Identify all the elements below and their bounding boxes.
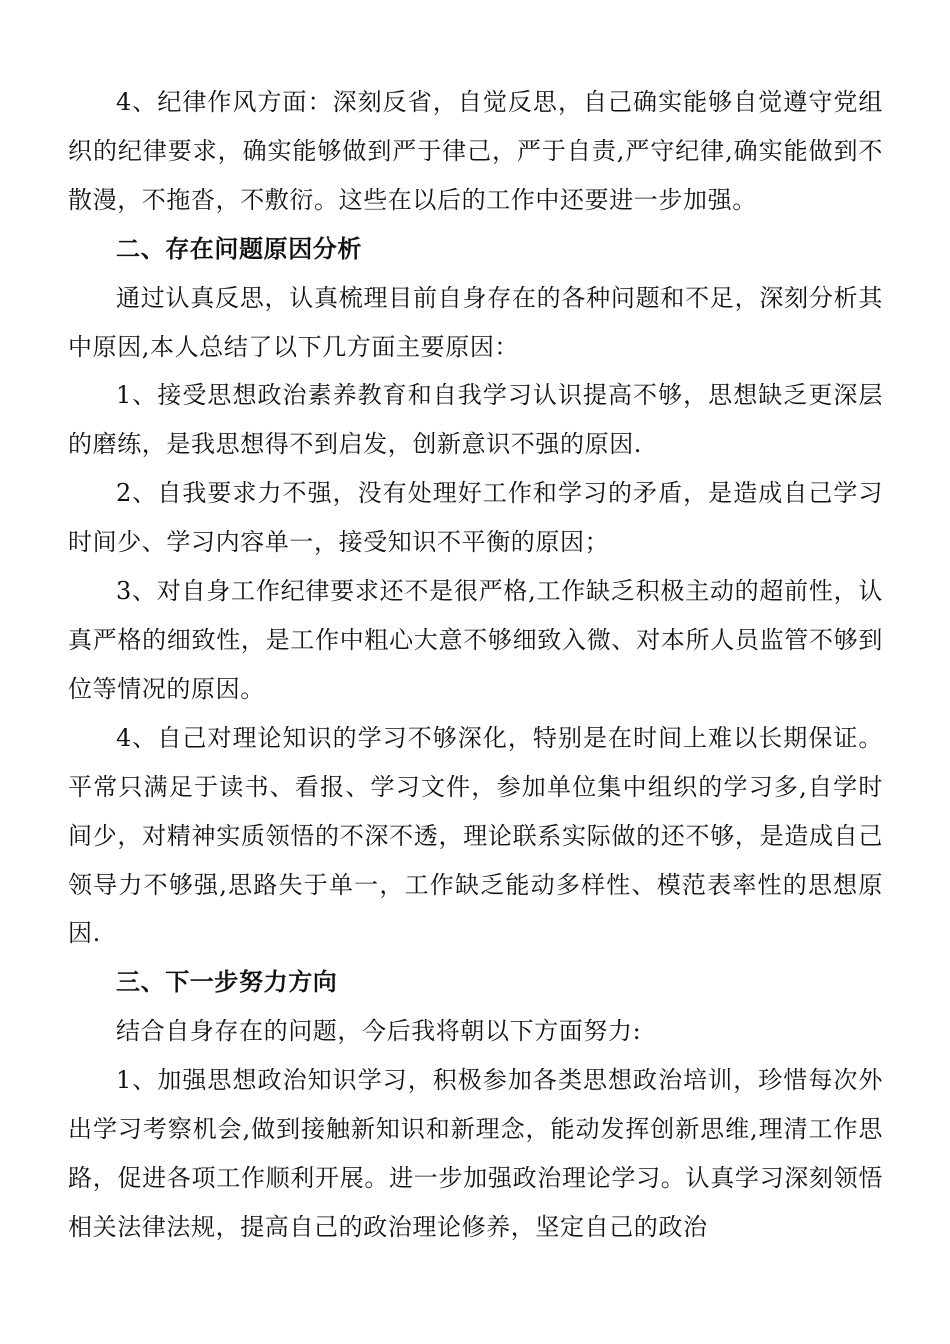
paragraph-next-intro: 结合自身存在的问题，今后我将朝以下方面努力: <box>116 1017 642 1046</box>
section-heading-next-steps: 三、下一步努力方向 <box>116 967 338 997</box>
paragraph-cause-3: 3、对自身工作纪律要求还不是很严格,工作缺乏积极主动的超前性，认真严格的细致性，是工作中粗心大意不够细致入微、对本所人员监管不够到位等情况的原因。 <box>68 577 883 703</box>
document-body <box>68 78 883 1252</box>
paragraph-next-1: 1、加强思想政治知识学习，积极参加各类思想政治培训，珍惜每次外出学习考察机会,做到接触新知识和新理念，能动发挥创新思维,理清工作思路，促进各项工作顺利开展。进一步加强政治理论学习。认真学习深刻领悟相关法律法规，提高自己的政治理论修养，坚定自己的政治 <box>68 1066 883 1241</box>
paragraph-cause-2: 2、自我要求力不强，没有处理好工作和学习的矛盾，是造成自己学习时间少、学习内容单一，接受知识不平衡的原因； <box>68 479 883 557</box>
paragraph-discipline-style: 4、纪律作风方面：深刻反省，自觉反思，自己确实能够自觉遵守党组织的纪律要求，确实能够做到严于律己，严于自责,严守纪律,确实能做到不散漫，不拖沓，不敷衍。这些在以后的工作中还要进一步加强。 <box>68 88 883 214</box>
paragraph-cause-4: 4、自己对理论知识的学习不够深化，特别是在时间上难以长期保证。平常只满足于读书、看报、学习文件，参加单位集中组织的学习多,自学时间少，对精神实质领悟的不深不透，理论联系实际做的还不够，是造成自己领导力不够强,思路失于单一，工作缺乏能动多样性、模范表率性的思想原因. <box>68 723 883 948</box>
paragraph-intro-causes: 通过认真反思，认真梳理目前自身存在的各种问题和不足，深刻分析其中原因,本人总结了以下几方面主要原因： <box>68 283 883 361</box>
paragraph-cause-1: 1、接受思想政治素养教育和自我学习认识提高不够，思想缺乏更深层的磨练，是我思想得不到启发，创新意识不强的原因. <box>68 381 883 459</box>
section-heading-cause-analysis: 二、存在问题原因分析 <box>116 233 362 263</box>
